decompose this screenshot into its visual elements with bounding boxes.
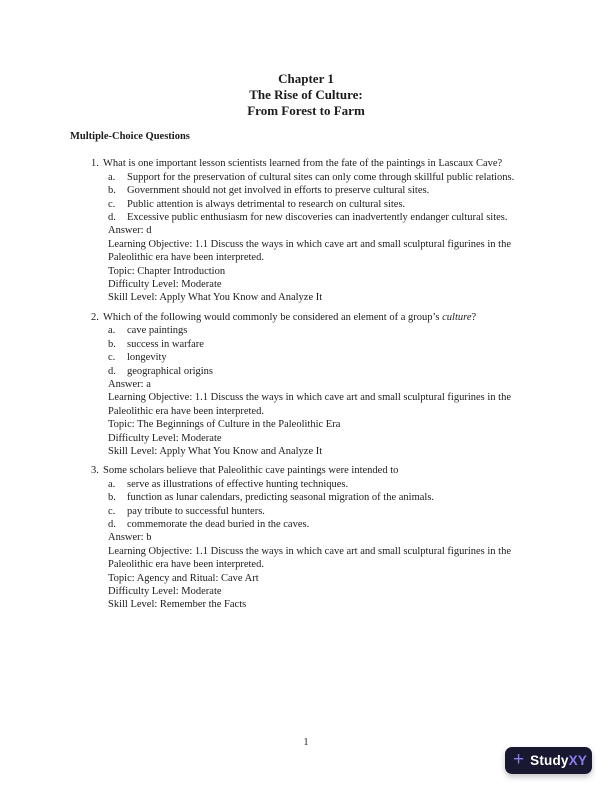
logo-text-study: Study — [530, 752, 569, 768]
learning-objective-line: Paleolithic era have been interpreted. — [108, 559, 264, 571]
option-text: function as lunar calendars, predicting seasonal migration of the animals. — [127, 492, 435, 504]
question-block-3 — [0, 464, 612, 611]
question-text-pre: Which of the following would commonly be considered an element of a group’s — [103, 311, 443, 323]
skill-line: Skill Level: Apply What You Know and Analyze It — [108, 292, 323, 304]
option-row — [108, 478, 612, 491]
option-letter: d. — [108, 365, 116, 377]
question-text-italic: culture — [442, 311, 472, 323]
option-text: Excessive public enthusiasm for new discoveries can inadvertently endanger cultural sites. — [127, 212, 508, 224]
question-text — [91, 311, 612, 324]
question-text — [91, 464, 612, 477]
option-row — [108, 491, 612, 504]
option-text: longevity — [127, 352, 167, 364]
skill-line: Skill Level: Apply What You Know and Analyze It — [108, 445, 323, 457]
option-row — [108, 505, 612, 518]
learning-objective-line: Learning Objective: 1.1 Discuss the ways in which cave art and small sculptural figurines in the — [108, 238, 511, 250]
learning-objective-line: Learning Objective: 1.1 Discuss the ways in which cave art and small sculptural figurines in the — [108, 545, 511, 557]
option-letter: b. — [108, 492, 116, 504]
question-number: 1. — [91, 158, 99, 170]
option-row — [108, 184, 612, 197]
learning-objective-line: Learning Objective: 1.1 Discuss the ways in which cave art and small sculptural figurines in the — [108, 392, 511, 404]
option-row — [108, 351, 612, 364]
section-heading: Multiple-Choice Questions — [70, 131, 190, 142]
option-letter: a. — [108, 171, 116, 183]
option-letter: d. — [108, 518, 116, 530]
option-letter: c. — [108, 505, 116, 517]
question-block-1 — [0, 157, 612, 304]
option-text: Public attention is always detrimental to research on cultural sites. — [127, 198, 406, 210]
question-text — [91, 157, 612, 170]
option-letter: b. — [108, 338, 116, 350]
option-text: Government should not get involved in efforts to preserve cultural sites. — [127, 185, 430, 197]
topic-line: Topic: Chapter Introduction — [108, 265, 226, 277]
option-row — [108, 171, 612, 184]
option-letter: a. — [108, 325, 116, 337]
option-row — [108, 518, 612, 531]
option-text: commemorate the dead buried in the caves. — [127, 518, 310, 530]
difficulty-line: Difficulty Level: Moderate — [108, 586, 222, 597]
answer-line: Answer: b — [108, 532, 152, 544]
answer-line: Answer: d — [108, 225, 152, 237]
question-text-post: ? — [471, 311, 477, 323]
skill-line: Skill Level: Remember the Facts — [108, 599, 247, 611]
title-line-3: From Forest to Farm — [247, 103, 365, 118]
option-row — [108, 338, 612, 351]
difficulty-line: Difficulty Level: Moderate — [108, 432, 222, 444]
option-text: pay tribute to successful hunters. — [127, 505, 265, 517]
learning-objective-line: Paleolithic era have been interpreted. — [108, 405, 264, 417]
option-letter: c. — [108, 198, 116, 210]
topic-line: Topic: The Beginnings of Culture in the Paleolithic Era — [108, 419, 341, 431]
option-text: serve as illustrations of effective hunting techniques. — [127, 478, 349, 490]
option-letter: a. — [108, 478, 116, 490]
page-number: 1 — [303, 737, 309, 748]
page-title — [0, 0, 612, 119]
option-letter: d. — [108, 212, 116, 224]
answer-line: Answer: a — [108, 378, 151, 390]
option-row — [108, 324, 612, 337]
studyxy-logo[interactable] — [505, 747, 592, 774]
option-text: geographical origins — [127, 365, 214, 377]
plus-icon: + — [513, 749, 525, 770]
title-line-2: The Rise of Culture: — [249, 87, 363, 102]
option-row — [108, 211, 612, 224]
option-text: cave paintings — [127, 325, 188, 337]
option-row — [108, 365, 612, 378]
option-row — [108, 198, 612, 211]
title-line-1: Chapter 1 — [278, 71, 334, 86]
question-block-2 — [0, 311, 612, 458]
topic-line: Topic: Agency and Ritual: Cave Art — [108, 572, 259, 584]
difficulty-line: Difficulty Level: Moderate — [108, 279, 222, 291]
option-letter: b. — [108, 185, 116, 197]
question-number: 2. — [91, 311, 99, 323]
question-number: 3. — [91, 465, 99, 477]
logo-text-xy: XY — [568, 752, 588, 768]
question-text-pre: Some scholars believe that Paleolithic cave paintings were intended to — [103, 465, 399, 477]
option-text: Support for the preservation of cultural sites can only come through skillful public relations. — [127, 171, 515, 183]
question-text-pre: What is one important lesson scientists learned from the fate of the paintings in Lascaux Cave? — [103, 158, 503, 170]
option-text: success in warfare — [127, 338, 204, 350]
learning-objective-line: Paleolithic era have been interpreted. — [108, 252, 264, 264]
option-letter: c. — [108, 352, 116, 364]
